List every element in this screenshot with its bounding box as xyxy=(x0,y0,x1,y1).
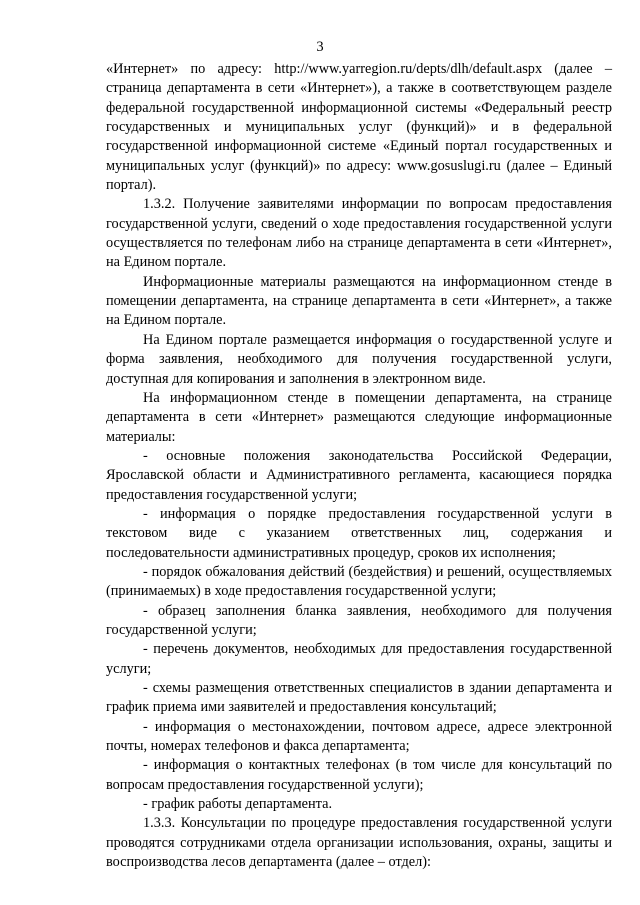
paragraph-internet-address: «Интернет» по адресу: http://www.yarregion.ru/depts/dlh/default.aspx (далее – страница департамента в сети «Интернет»), а также в соответствующем разделе федеральной государственной информационной системы «Федеральный реестр государственных и муниципальных услуг (функций)» и в федеральной государственной информационной системе «Единый портал государственных и муниципальных услуг (функций)» по адресу: www.gosuslugi.ru (далее – Единый портал). xyxy=(106,61,612,194)
paragraph-1-3-3: 1.3.3. Консультации по процедуре предоставления государственной услуги проводятся сотрудниками отдела организации использования, охраны, защиты и воспроизводства лесов департамента (далее – отдел): xyxy=(106,815,612,871)
list-item-application-sample: - образец заполнения бланка заявления, необходимого для получения государственной услуги; xyxy=(106,602,612,638)
list-item-working-hours: - график работы департамента. xyxy=(143,796,333,813)
paragraph-unified-portal: На Едином портале размещается информация о государственной услуге и форма заявления, необходимого для получения государственной услуги, доступная для копирования и заполнения в электронном виде. xyxy=(106,331,612,387)
paragraph-info-stand: На информационном стенде в помещении департамента, на странице департамента в сети «Интернет» размещаются следующие информационные материалы: xyxy=(106,389,612,445)
list-item-document-list: - перечень документов, необходимых для предоставления государственной услуги; xyxy=(106,641,612,677)
paragraph-1-3-2: 1.3.2. Получение заявителями информации по вопросам предоставления государственной услуги, сведений о ходе предоставления государственной услуги осуществляется по телефонам либо на странице департамента в сети «Интернет», на Едином портале. xyxy=(106,196,612,271)
list-item-location-info: - информация о местонахождении, почтовом адресе, адресе электронной почты, номерах телефонов и факса департамента; xyxy=(106,718,612,755)
document-body xyxy=(106,60,612,872)
list-item-specialists-layout: - схемы размещения ответственных специалистов в здании департамента и график приема ими заявителей и предоставления консультаций; xyxy=(106,680,612,716)
list-item-procedure-info: - информация о порядке предоставления государственной услуги в текстовом виде с указанием ответственных лиц, содержания и последовательности административных процедур, сроков их исполнения; xyxy=(106,505,612,561)
paragraph-info-materials: Информационные материалы размещаются на информационном стенде в помещении департамента, на странице департамента в сети «Интернет», а также на Едином портале. xyxy=(106,273,612,329)
list-item-contact-phones: - информация о контактных телефонах (в том числе для консультаций по вопросам предоставления государственной услуги); xyxy=(106,757,612,793)
page-number: 3 xyxy=(316,39,324,55)
list-item-legislation: - основные положения законодательства Российской Федерации, Ярославской области и Административного регламента, касающиеся порядка предоставления государственной услуги; xyxy=(106,447,612,503)
list-item-appeal-procedure: - порядок обжалования действий (бездействия) и решений, осуществляемых (принимаемых) в ходе предоставления государственной услуги; xyxy=(106,563,612,600)
